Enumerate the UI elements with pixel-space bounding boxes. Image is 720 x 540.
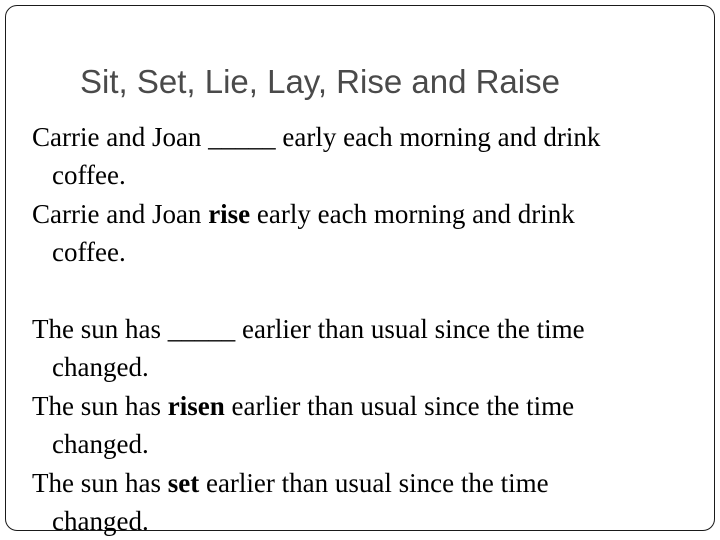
sentence-text: Carrie and Joan _____ early each morning and drink [32,122,601,152]
paragraph-spacer [32,272,692,310]
answer-word: risen [167,391,225,421]
sentence-answer-risen [32,387,692,463]
sentence-answer-rise [32,195,692,271]
sentence-continuation: changed. [52,352,149,382]
slide-body [32,118,692,540]
sentence-continuation: coffee. [52,160,126,190]
sentence-answer-set [32,464,692,540]
sentence-text: earlier than usual since the time [224,391,575,421]
sentence-text: The sun has [32,468,168,498]
sentence-continuation: changed. [52,506,149,536]
sentence-blank-rise [32,118,692,194]
answer-word: set [167,468,200,498]
sentence-text: early each morning and drink [250,199,575,229]
sentence-text: earlier than usual since the time [199,468,549,498]
sentence-text: The sun has [32,391,168,421]
sentence-text: Carrie and Joan [32,199,209,229]
answer-word: rise [208,199,251,229]
sentence-blank-risen [32,310,692,386]
slide-title: Sit, Set, Lie, Lay, Rise and Raise [80,63,560,100]
sentence-text: The sun has _____ earlier than usual since the time [32,314,585,344]
sentence-continuation: changed. [52,429,149,459]
sentence-continuation: coffee. [52,237,126,267]
